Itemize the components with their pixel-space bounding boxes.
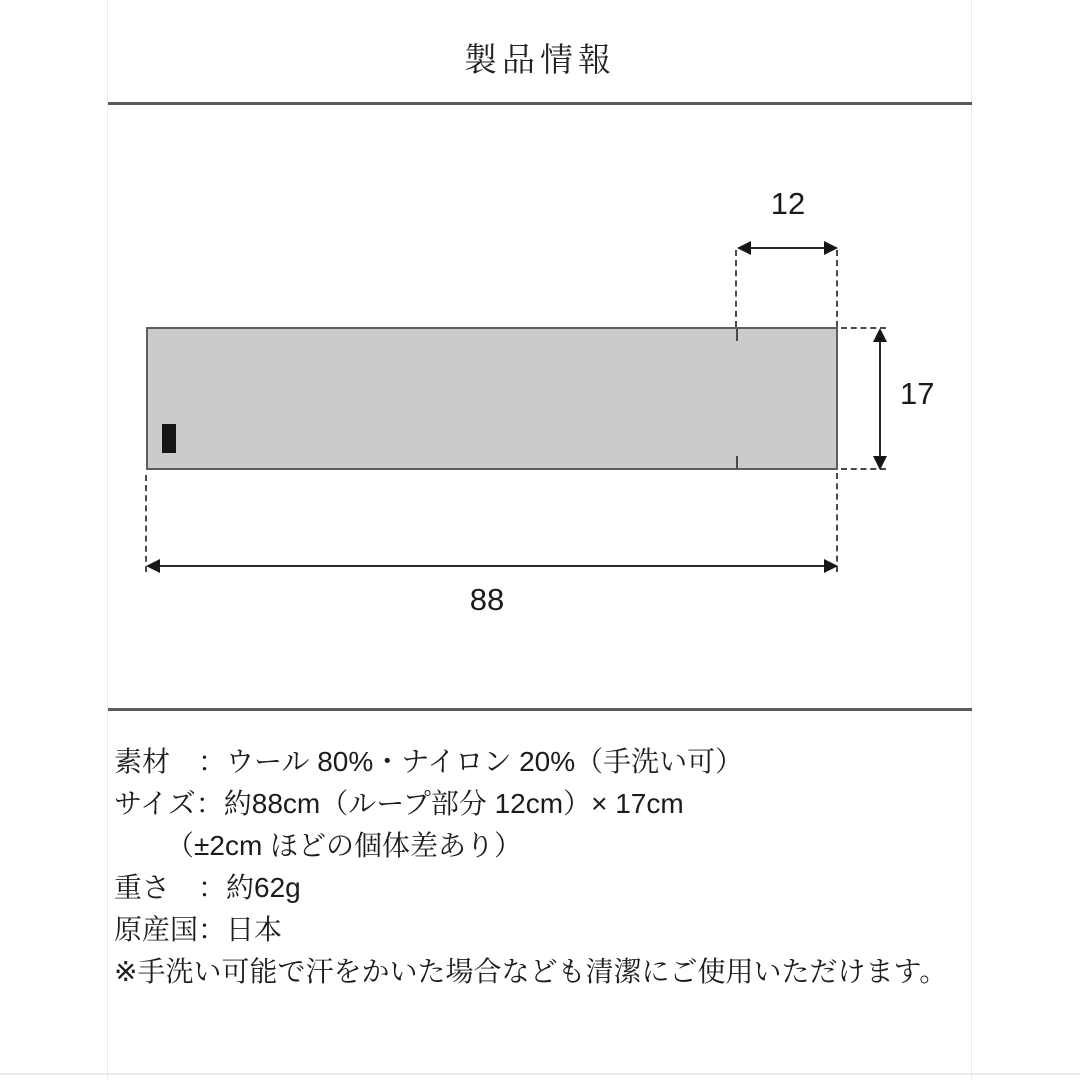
specs-divider: [108, 708, 972, 711]
spec-note: ※手洗い可能で汗をかいた場合なども清潔にご使用いただけます。: [114, 956, 948, 987]
spec-label: 重さ ：: [114, 872, 227, 903]
arrowhead-right-icon: [824, 241, 838, 255]
arrowhead-left-icon: [737, 241, 751, 255]
scarf-tag: [162, 424, 176, 453]
arrowhead-down-icon: [873, 456, 887, 470]
header-divider: [108, 102, 972, 105]
loop-seam-tick-bottom: [736, 456, 738, 469]
loop-seam-tick-top: [736, 329, 738, 341]
arrowhead-up-icon: [873, 328, 887, 342]
height-value: 17: [900, 376, 935, 411]
spec-value: （±2cm ほどの個体差あり）: [166, 830, 523, 861]
page-title: 製品情報: [464, 41, 616, 78]
spec-row-material: [114, 741, 974, 783]
arrowhead-right-icon: [824, 559, 838, 573]
card-border-bottom: [0, 1073, 1080, 1075]
spec-row-weight: [114, 867, 974, 909]
spec-value: 約62g: [226, 872, 301, 903]
card-border-left: [107, 0, 108, 1080]
spec-row-size-tolerance: [114, 825, 974, 867]
extension-line-length-right: [836, 473, 838, 572]
spec-label: サイズ：: [114, 788, 224, 819]
dimension-line-height: [879, 341, 881, 459]
extension-line-loop-right: [836, 250, 838, 327]
spec-label: 原産国：: [114, 914, 227, 945]
extension-line-loop-left: [735, 250, 737, 327]
length-value: 88: [469, 582, 505, 617]
dimension-line-length: [158, 565, 826, 567]
spec-value: ウール 80%・ナイロン 20%（手洗い可）: [226, 746, 744, 777]
spec-list: [114, 741, 974, 993]
loop-width-value: 12: [770, 186, 806, 221]
spec-row-origin: [114, 909, 974, 951]
spec-value: 日本: [226, 914, 283, 945]
spec-row-size: [114, 783, 974, 825]
dimension-line-loop: [749, 247, 827, 249]
extension-line-length-left: [145, 475, 147, 572]
spec-value: 約88cm（ループ部分 12cm）× 17cm: [223, 788, 684, 819]
scarf-rectangle: [146, 327, 838, 470]
spec-label: 素材 ：: [114, 746, 227, 777]
arrowhead-left-icon: [146, 559, 160, 573]
